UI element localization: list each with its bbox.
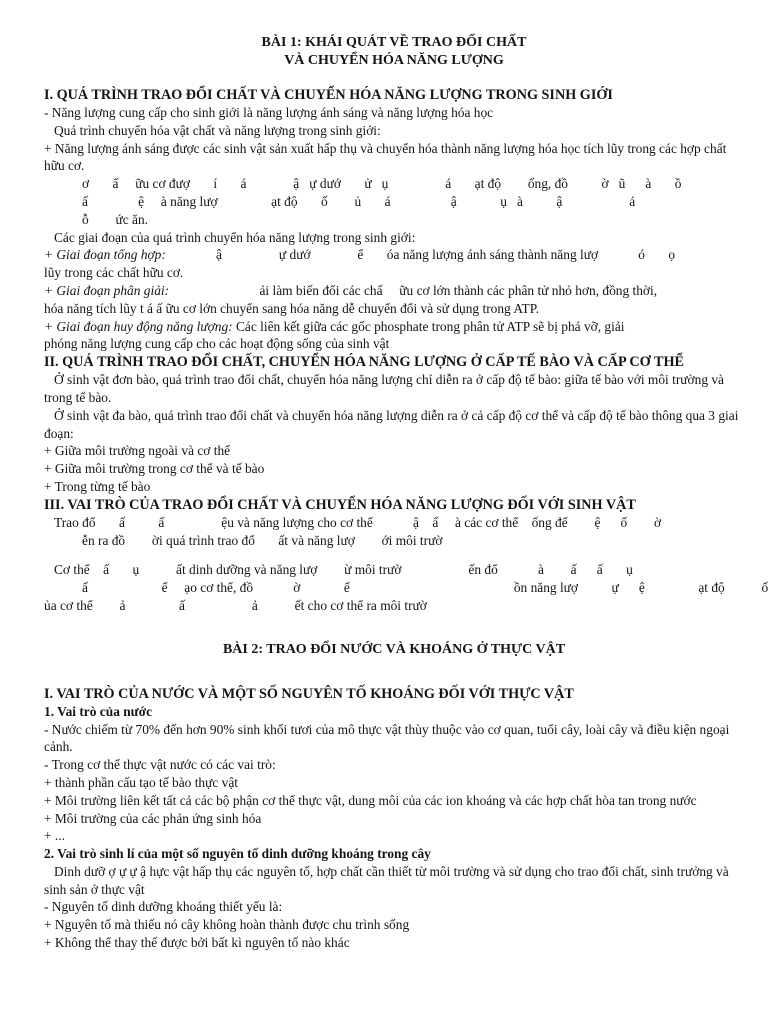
stage-text: Các liên kết giữa các gốc phosphate trong phân tử ATP sẽ bị phá vỡ, giải	[232, 318, 625, 334]
list-item: + Môi trường liên kết tất cả các bộ phận cơ thể thực vật, dung môi của các ion khoáng và các hợp chất hòa tan trong nước	[44, 792, 697, 808]
subsection-heading: 1. Vai trò của nước	[44, 703, 153, 719]
stage-text: ải làm biến đổi các chấ ữu cơ lớn thành các phân tử nhỏ hơn, đồng thời,	[169, 282, 658, 298]
stage-text: ậ ự dướ ể óa năng lượng ánh sáng thành năng lượ ó ọ	[165, 247, 676, 263]
lesson1-title-line2: VÀ CHUYỂN HÓA NĂNG LƯỢNG	[284, 53, 504, 68]
paragraph-faded: ơ ấ ữu cơ đượ í á ậ ự dướ ử ụ á ạt độ ống, đồ ờ ũ à ồ	[82, 176, 682, 192]
paragraph-faded: ễn ra đồ ời quá trình trao đổ ất và năng lượ ới môi trườ	[82, 532, 443, 548]
paragraph: Ở sinh vật đa bào, quá trình trao đổi chất và chuyển hóa năng lượng diễn ra ở cả cấp độ cơ thể và cấp độ tế bào thông qua 3 giai đoạn:	[44, 407, 739, 441]
list-item: + Môi trường của các phản ứng sinh hóa	[44, 810, 262, 826]
paragraph-faded: Dinh dưỡ ợ ự ự ậ hực vật hấp thụ các nguyên tố, hợp chất cần thiết từ môi trường và sử dụng cho trao đổi chất, sinh trưởng và sinh sản ở thực vật	[44, 863, 729, 897]
list-item: + Giữa môi trường ngoài và cơ thể	[44, 443, 231, 459]
lesson1-section3-heading: III. VAI TRÒ CỦA TRAO ĐỔI CHẤT VÀ CHUYỂN HÓA NĂNG LƯỢNG ĐỐI VỚI SINH VẬT	[44, 496, 636, 513]
paragraph-faded: ấ ể ạo cơ thể, đồ ờ ể ồn năng lượ ự ệ ạt độ ố	[82, 580, 768, 596]
paragraph-stage	[44, 282, 744, 300]
paragraph: - Trong cơ thể thực vật nước có các vai trò:	[44, 757, 276, 773]
paragraph: - Nước chiếm từ 70% đến hơn 90% sinh khối tươi của mô thực vật thùy thuộc vào cơ quan, tuổi cây, loài cây và điều kiện ngoại cảnh.	[44, 721, 730, 755]
paragraph: phóng năng lượng cung cấp cho các hoạt động sống của sinh vật	[44, 336, 390, 352]
paragraph: Ở sinh vật đơn bào, quá trình trao đổi chất, chuyển hóa năng lượng chỉ diễn ra ở cấp độ tế bào: giữa tế bào với môi trường và trong tế bào.	[44, 372, 725, 405]
subsection-heading: 2. Vai trò sinh lí của một số nguyên tố dinh dưỡng khoáng trong cây	[44, 846, 431, 862]
paragraph: + Năng lượng ánh sáng được các sinh vật sản xuất hấp thụ và chuyển hóa thành năng lượng hóa học tích lũy trong các hợp chất hữu cơ.	[44, 140, 727, 174]
lesson1-section2-heading: II. QUÁ TRÌNH TRAO ĐỔI CHẤT, CHUYỂN HÓA NĂNG LƯỢNG Ở CẤP TẾ BÀO VÀ CẤP CƠ THỂ	[44, 354, 684, 371]
paragraph-faded: ủa cơ thể ả ấ ả ết cho cơ thể ra môi trườ	[44, 597, 427, 613]
paragraph: - Nguyên tố dinh dưỡng khoáng thiết yếu là:	[44, 899, 283, 915]
list-item: + Trong từng tế bào	[44, 478, 151, 494]
list-item: + Giữa môi trường trong cơ thể và tế bào	[44, 461, 265, 477]
paragraph-faded: ỗ ức ăn.	[82, 211, 149, 227]
paragraph: lũy trong các chất hữu cơ.	[44, 265, 184, 281]
paragraph: hóa năng tích lũy t á ấ ữu cơ lớn chuyển sang hóa năng dễ chuyển đổi và sử dụng trong ATP.	[44, 300, 540, 316]
paragraph: Các giai đoạn của quá trình chuyển hóa năng lượng trong sinh giới:	[54, 229, 416, 245]
list-item: + Nguyên tố mà thiếu nó cây không hoàn thành được chu trình sống	[44, 917, 410, 933]
paragraph-faded: Trao đổ ấ ấ ệu và năng lượng cho cơ thể ậ ấ à các cơ thể ống để ệ ố ờ	[54, 514, 662, 530]
paragraph-faded: Cơ thể ấ ụ ất dinh dưỡng và năng lượ ừ môi trườ ến đổ à ấ ấ ụ	[54, 562, 633, 578]
lesson2-section1-heading: I. VAI TRÒ CỦA NƯỚC VÀ MỘT SỐ NGUYÊN TỐ KHOÁNG ĐỐI VỚI THỰC VẬT	[44, 685, 574, 702]
paragraph-stage	[44, 246, 744, 264]
lesson1-title-line1: BÀI 1: KHÁI QUÁT VỀ TRAO ĐỔI CHẤT	[261, 35, 527, 50]
list-item: + Không thể thay thế được bởi bất kì nguyên tố nào khác	[44, 935, 350, 951]
list-item: + thành phần cấu tạo tế bào thực vật	[44, 774, 239, 790]
stage-label: + Giai đoạn phân giải:	[44, 282, 170, 298]
stage-label: + Giai đoạn tổng hợp:	[44, 247, 166, 263]
paragraph: Quá trình chuyển hóa vật chất và năng lượng trong sinh giới:	[54, 122, 381, 138]
lesson2-title: BÀI 2: TRAO ĐỔI NƯỚC VÀ KHOÁNG Ở THỰC VẬT	[222, 641, 566, 657]
paragraph: - Năng lượng cung cấp cho sinh giới là năng lượng ánh sáng và năng lượng hóa học	[44, 105, 494, 120]
lesson1-section1-heading: I. QUÁ TRÌNH TRAO ĐỔI CHẤT VÀ CHUYỂN HÓA NĂNG LƯỢNG TRONG SINH GIỚI	[44, 87, 613, 103]
list-item: + ...	[44, 828, 65, 844]
stage-label: + Giai đoạn huy động năng lượng:	[44, 318, 233, 334]
document-page	[44, 34, 768, 952]
paragraph-stage	[44, 318, 744, 336]
paragraph-faded: ấ ệ à năng lượ ạt độ ố ủ á ậ ụ à ậ á	[82, 193, 636, 209]
